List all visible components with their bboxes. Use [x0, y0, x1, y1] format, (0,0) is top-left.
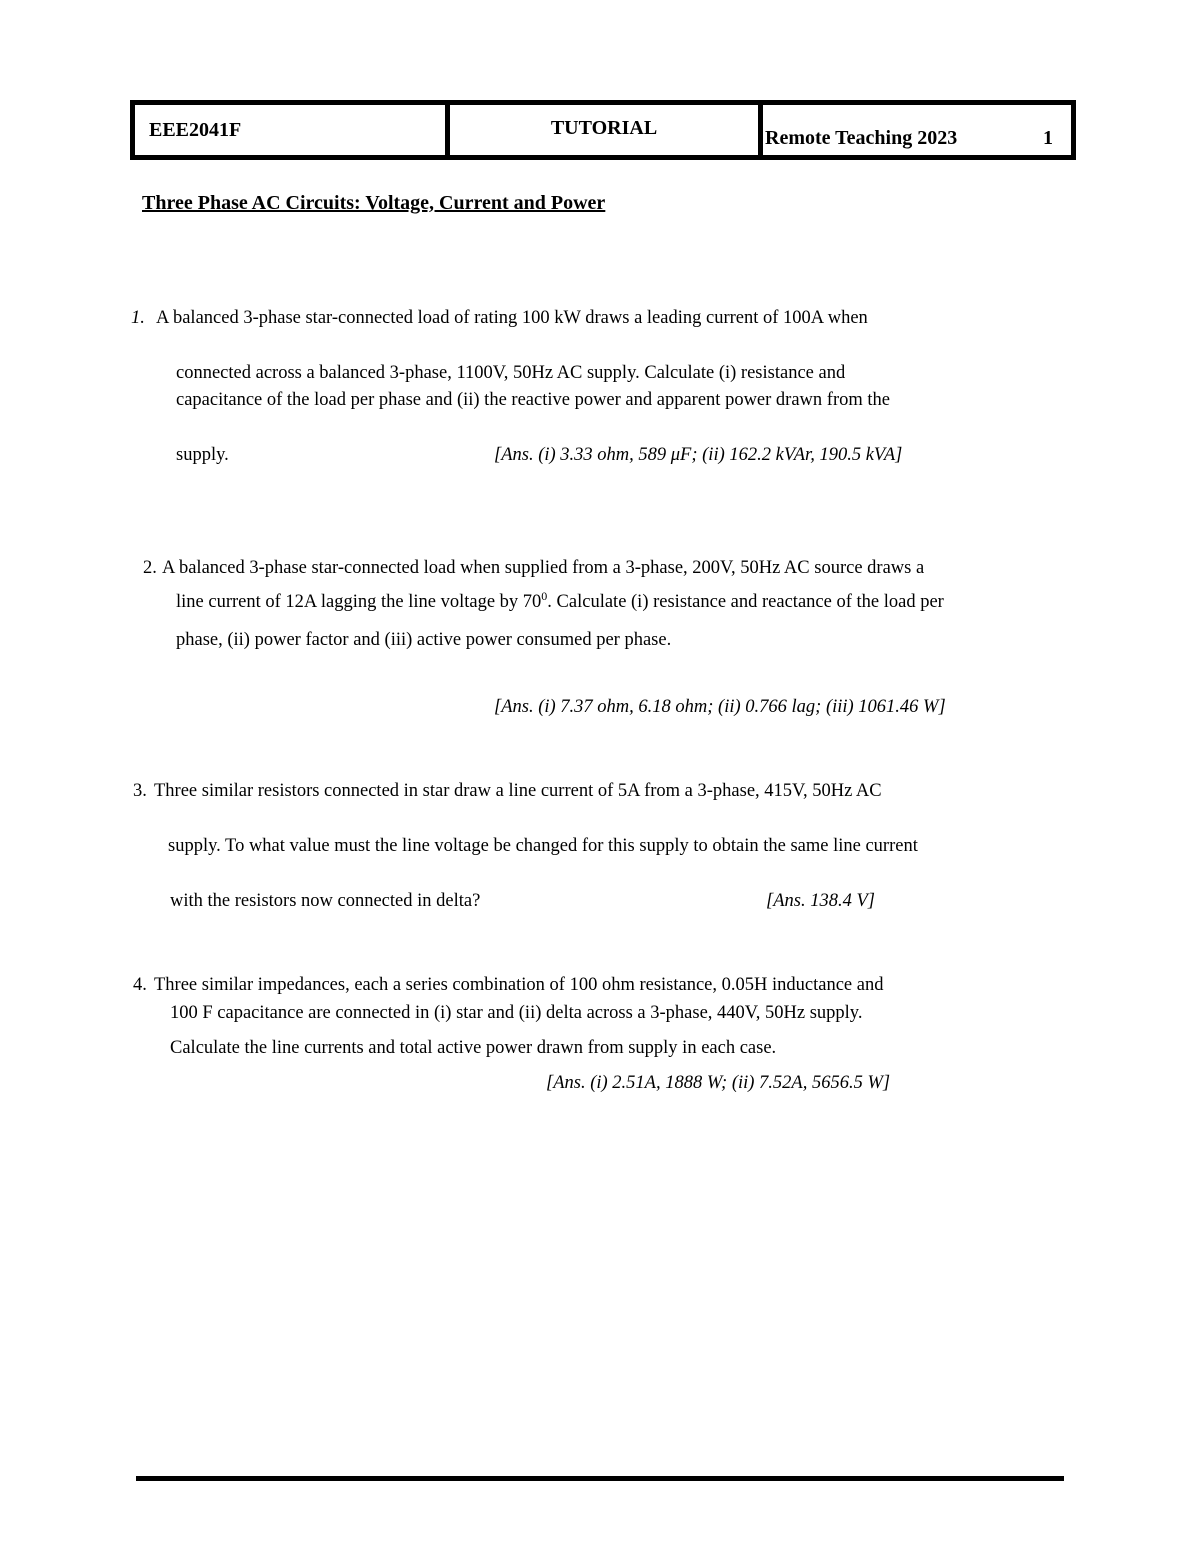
question-line: Three similar resistors connected in star draw a line current of 5A from a 3-phase, 415V, 50Hz AC	[154, 781, 882, 801]
doc-type: TUTORIAL	[550, 117, 658, 139]
answer: [Ans. 138.4 V]	[766, 891, 875, 911]
question-line: A balanced 3-phase star-connected load of rating 100 kW draws a leading current of 100A when	[156, 308, 868, 328]
question-number: 3.	[133, 781, 147, 801]
question-number: 2.	[143, 558, 157, 578]
term-label: Remote Teaching 2023	[765, 127, 958, 149]
question-line: capacitance of the load per phase and (ii) the reactive power and apparent power drawn from the	[176, 390, 890, 410]
header-course-cell	[130, 100, 450, 160]
question-line: with the resistors now connected in delta?	[170, 891, 481, 911]
question-line: supply. To what value must the line voltage be changed for this supply to obtain the same line current	[168, 836, 918, 856]
question-line: Three similar impedances, each a series combination of 100 ohm resistance, 0.05H inductance and	[154, 975, 884, 995]
question-line: phase, (ii) power factor and (iii) active power consumed per phase.	[176, 630, 672, 650]
question-line: 100 F capacitance are connected in (i) star and (ii) delta across a 3-phase, 440V, 50Hz supply.	[170, 1003, 863, 1023]
question-line: connected across a balanced 3-phase, 1100V, 50Hz AC supply. Calculate (i) resistance and	[176, 363, 846, 383]
header-term-cell	[758, 100, 1076, 160]
question-number: 1.	[131, 308, 145, 328]
question-line: line current of 12A lagging the line voltage by $70^0$. Calculate (i) resistance and reactance of the load per	[176, 589, 944, 613]
question-number: 4.	[133, 975, 147, 995]
question-line: Calculate the line currents and total active power drawn from supply in each case.	[170, 1038, 777, 1058]
page-number: 1	[1043, 127, 1053, 149]
course-code: EEE2041F	[149, 119, 242, 141]
footer-divider	[136, 1476, 1064, 1481]
answer: [Ans. (i) 2.51A, 1888 W; (ii) 7.52A, 5656.5 W]	[546, 1073, 891, 1093]
degree-superscript: 0	[541, 589, 548, 603]
header-title-cell	[445, 100, 763, 160]
answer: [Ans. (i) 7.37 ohm, 6.18 ohm; (ii) 0.766 lag; (iii) 1061.46 W]	[494, 697, 946, 717]
page-title: Three Phase AC Circuits: Voltage, Current and Power	[142, 192, 606, 214]
question-line: A balanced 3-phase star-connected load when supplied from a 3-phase, 200V, 50Hz AC source draws a	[162, 558, 925, 578]
question-line: supply.	[176, 445, 229, 465]
answer: [Ans. (i) 3.33 ohm, 589 μF; (ii) 162.2 kVAr, 190.5 kVA]	[494, 445, 903, 465]
